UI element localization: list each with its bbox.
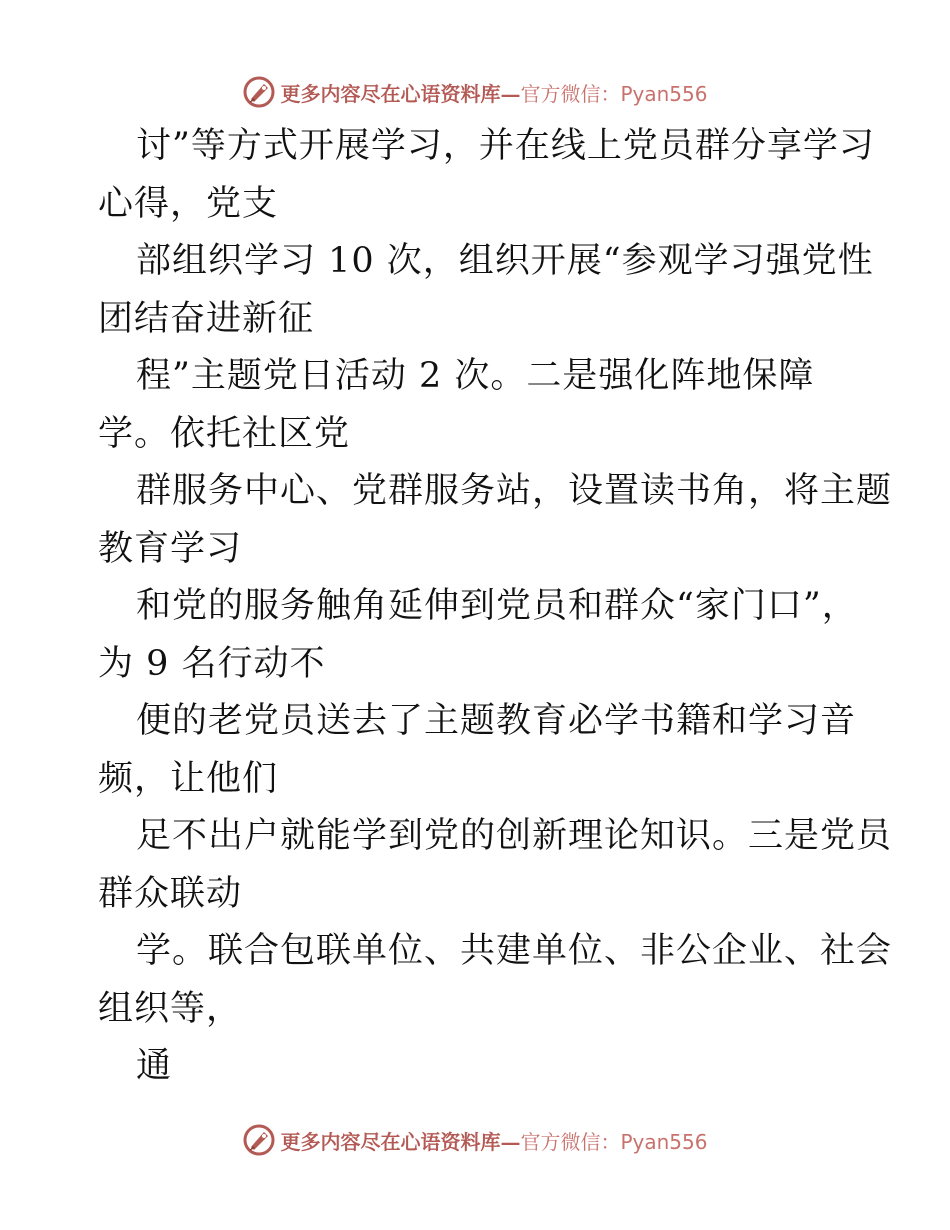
banner-text: 更多内容尽在心语资料库— — [280, 1129, 521, 1154]
text-line: 学。联合包联单位、共建单位、非公企业、社会 — [136, 931, 893, 971]
banner-text: 更多内容尽在心语资料库— — [280, 81, 521, 106]
text-line: 通 — [136, 1046, 173, 1086]
text-line: 组织等， — [98, 988, 243, 1029]
wechat-id: 官方微信：Pyan556 — [520, 81, 708, 106]
text-line: 教育学习 — [98, 528, 243, 569]
text-line: 为 9 名行动不 — [98, 643, 326, 684]
text-line: 讨”等方式开展学习，并在线上党员群分享学习 — [136, 126, 875, 166]
text-line: 群服务中心、党群服务站，设置读书角，将主题 — [136, 471, 893, 511]
text-line: 频，让他们 — [98, 758, 279, 799]
header-banner — [0, 72, 950, 112]
text-line: 群众联动 — [98, 873, 243, 914]
wechat-id: 官方微信：Pyan556 — [520, 1129, 708, 1154]
text-line: 部组织学习 10 次，组织开展“参观学习强党性 — [136, 241, 874, 281]
text-line: 足不出户就能学到党的创新理论知识。三是党员 — [136, 816, 893, 856]
pen-nib-logo-icon — [242, 75, 276, 109]
text-line: 团结奋进新征 — [98, 298, 315, 339]
text-line: 和党的服务触角延伸到党员和群众“家门口”， — [136, 586, 858, 626]
text-line: 心得，党支 — [98, 183, 279, 224]
text-line: 便的老党员送去了主题教育必学书籍和学习音 — [136, 701, 857, 741]
footer-banner — [0, 1120, 950, 1160]
document-body — [98, 118, 893, 1096]
text-line: 程”主题党日活动 2 次。二是强化阵地保障 — [136, 356, 815, 396]
text-line: 学。依托社区党 — [98, 413, 351, 454]
pen-nib-logo-icon — [242, 1123, 276, 1157]
